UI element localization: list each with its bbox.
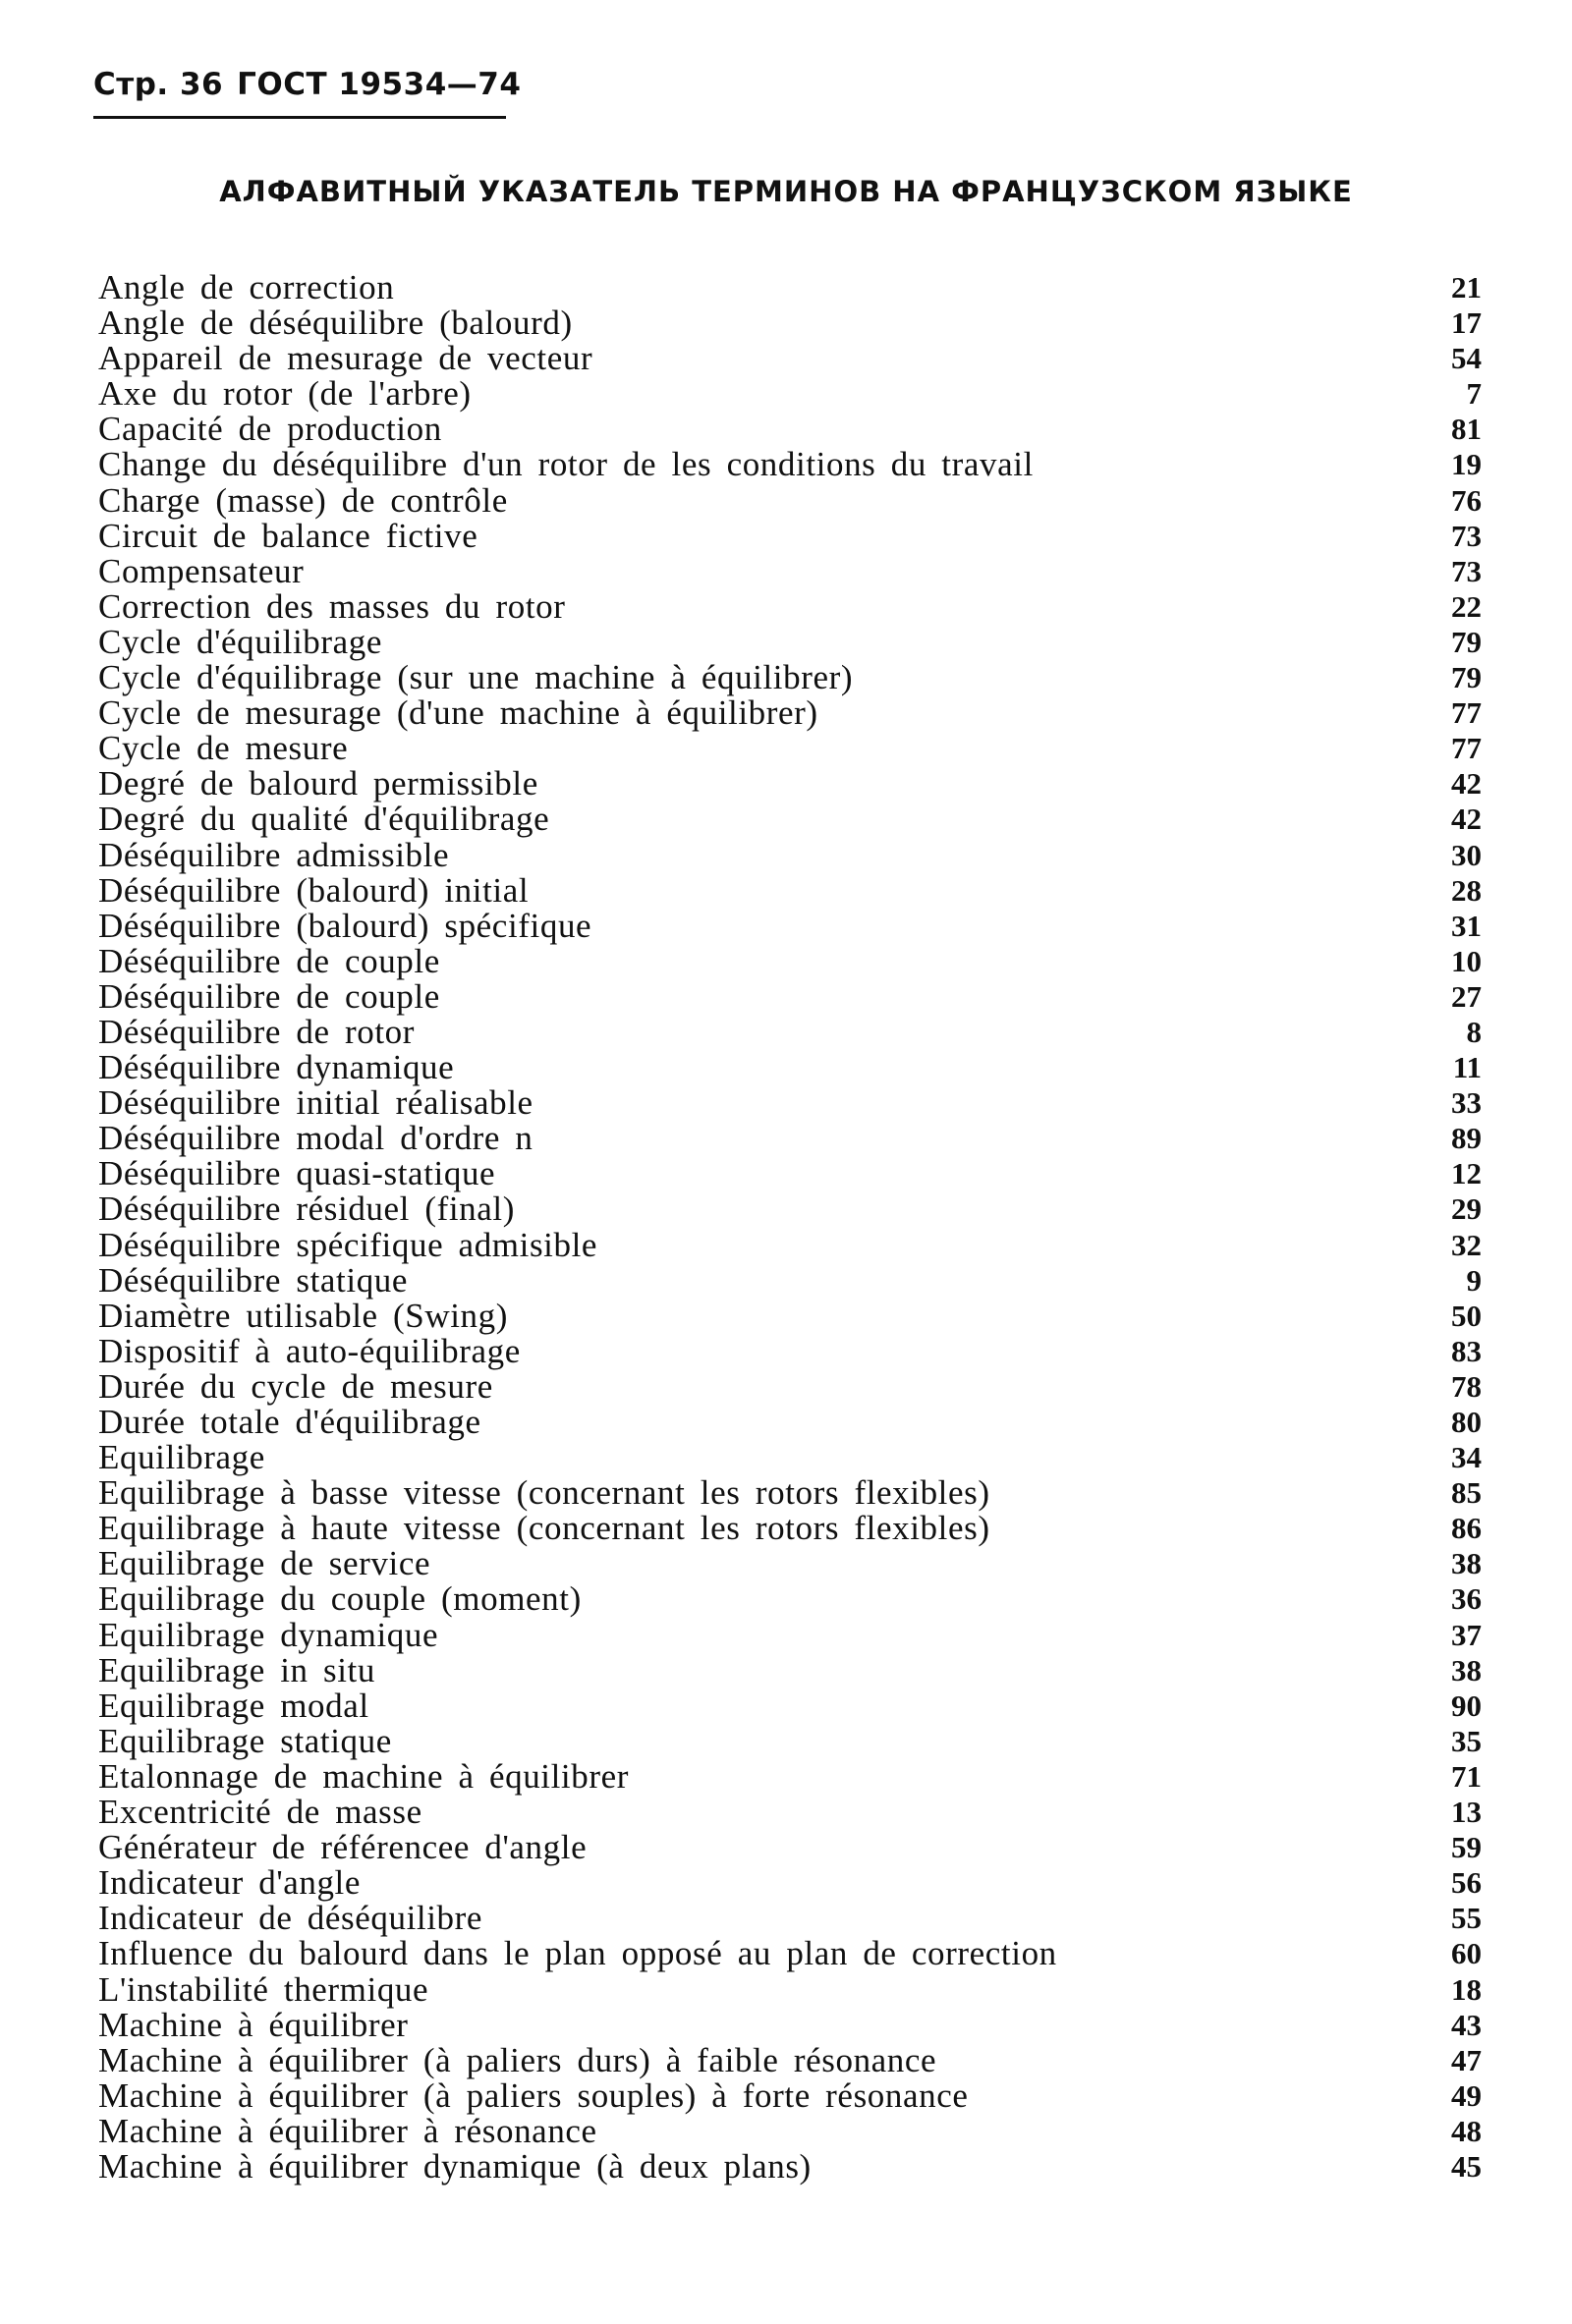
- entry-number: 7: [1466, 376, 1482, 412]
- page-number: Стр. 36: [93, 67, 224, 102]
- index-entries: [98, 270, 1482, 2185]
- entry-term: Equilibrage: [98, 1438, 265, 1477]
- index-title: АЛФАВИТНЫЙ УКАЗАТЕЛЬ ТЕРМИНОВ НА ФРАНЦУЗСКОМ ЯЗЫКЕ: [219, 175, 1353, 208]
- entry-term: Equilibrage in situ: [98, 1650, 375, 1689]
- entry-term: Angle de déséquilibre (balourd): [98, 304, 573, 343]
- index-entry: [98, 1191, 1482, 1227]
- index-entry: [98, 2146, 1482, 2186]
- header-rule: [93, 116, 506, 119]
- index-entry: [98, 1085, 1482, 1121]
- entry-term: Indicateur de déséquilibre: [98, 1899, 483, 1938]
- index-entry: [98, 1331, 1482, 1370]
- entry-term: Déséquilibre (balourd) spécifique: [98, 906, 592, 945]
- entry-term: Equilibrage statique: [98, 1721, 392, 1760]
- entry-term: L'instabilité thermique: [98, 1969, 429, 2009]
- entry-number: 28: [1451, 872, 1482, 908]
- entry-number: 27: [1451, 978, 1482, 1014]
- index-entry: [98, 2111, 1482, 2150]
- entry-number: 13: [1451, 1795, 1482, 1830]
- entry-term: Influence du balourd dans le plan opposé au plan de correction: [98, 1934, 1057, 1973]
- entry-number: 86: [1451, 1511, 1482, 1546]
- entry-term: Durée du cycle de mesure: [98, 1366, 493, 1406]
- index-entry: [98, 976, 1482, 1016]
- entry-term: Equilibrage dynamique: [98, 1615, 439, 1654]
- index-entry: [98, 1440, 1482, 1475]
- index-entry: [98, 1721, 1482, 1760]
- entry-number: 45: [1451, 2148, 1482, 2184]
- entry-number: 32: [1451, 1227, 1482, 1262]
- index-entry: [98, 586, 1482, 626]
- entry-term: Déséquilibre de couple: [98, 941, 440, 980]
- index-entry: [98, 906, 1482, 945]
- entry-number: 22: [1451, 588, 1482, 624]
- entry-number: 71: [1451, 1758, 1482, 1794]
- entry-number: 30: [1451, 837, 1482, 872]
- standard-code: ГОСТ 19534—74: [237, 67, 522, 102]
- entry-number: 34: [1451, 1440, 1482, 1475]
- entry-term: Déséquilibre de couple: [98, 976, 440, 1016]
- entry-number: 38: [1451, 1546, 1482, 1581]
- entry-term: Change du déséquilibre d'un rotor de les conditions du travail: [98, 445, 1034, 484]
- entry-term: Cycle de mesure: [98, 729, 349, 768]
- entry-number: 36: [1451, 1581, 1482, 1617]
- entry-term: Compensateur: [98, 551, 305, 590]
- index-entry: [98, 305, 1482, 341]
- entry-number: 29: [1451, 1191, 1482, 1227]
- entry-term: Equilibrage à haute vitesse (concernant les rotors flexibles): [98, 1509, 990, 1548]
- entry-term: Déséquilibre spécifique admisible: [98, 1225, 598, 1264]
- entry-term: Durée totale d'équilibrage: [98, 1403, 481, 1441]
- entry-term: Circuit de balance fictive: [98, 516, 478, 555]
- index-entry: [98, 1012, 1482, 1051]
- entry-number: 38: [1451, 1652, 1482, 1688]
- index-entry: [98, 695, 1482, 731]
- entry-number: 77: [1451, 731, 1482, 766]
- index-entry: [98, 376, 1482, 412]
- entry-term: Appareil de mesurage de vecteur: [98, 339, 593, 378]
- index-entry: [98, 802, 1482, 837]
- entry-number: 50: [1451, 1298, 1482, 1333]
- entry-number: 89: [1451, 1121, 1482, 1156]
- entry-term: Angle de correction: [98, 268, 395, 306]
- entry-number: 21: [1451, 270, 1482, 304]
- entry-number: 59: [1451, 1830, 1482, 1865]
- entry-number: 79: [1451, 624, 1482, 659]
- entry-number: 35: [1451, 1723, 1482, 1758]
- index-entry: [98, 1756, 1482, 1796]
- index-entry: [98, 941, 1482, 980]
- index-entry: [98, 766, 1482, 802]
- entry-number: 19: [1451, 447, 1482, 482]
- entry-number: 42: [1451, 766, 1482, 802]
- index-entry: [98, 1225, 1482, 1264]
- entry-term: Cycle d'équilibrage (sur une machine à équilibrer): [98, 658, 854, 697]
- entry-number: 78: [1451, 1368, 1482, 1404]
- entry-term: Axe du rotor (de l'arbre): [98, 374, 472, 414]
- index-entry: [98, 1546, 1482, 1581]
- index-entry: [98, 870, 1482, 910]
- entry-term: Correction des masses du rotor: [98, 586, 566, 626]
- index-entry: [98, 1650, 1482, 1689]
- entry-term: Degré du qualité d'équilibrage: [98, 800, 550, 839]
- index-entry: [98, 516, 1482, 555]
- entry-term: Etalonnage de machine à équilibrer: [98, 1756, 630, 1796]
- index-entry: [98, 1296, 1482, 1335]
- index-entry: [98, 1969, 1482, 2009]
- entry-number: 42: [1451, 802, 1482, 837]
- index-entry: [98, 1511, 1482, 1546]
- index-entry: [98, 1830, 1482, 1865]
- entry-term: Cycle de mesurage (d'une machine à équilibrer): [98, 693, 818, 733]
- entry-term: Machine à équilibrer (à paliers durs) à faible résonance: [98, 2040, 937, 2079]
- entry-term: Déséquilibre (balourd) initial: [98, 870, 530, 910]
- index-entry: [98, 412, 1482, 447]
- entry-number: 8: [1466, 1014, 1482, 1049]
- entry-number: 31: [1451, 908, 1482, 943]
- entry-term: Déséquilibre de rotor: [98, 1012, 415, 1051]
- entry-term: Machine à équilibrer (à paliers souples) à forte résonance: [98, 2075, 969, 2115]
- entry-term: Equilibrage du couple (moment): [98, 1579, 582, 1619]
- entry-number: 17: [1451, 305, 1482, 341]
- entry-term: Machine à équilibrer à résonance: [98, 2111, 597, 2150]
- entry-term: Déséquilibre modal d'ordre n: [98, 1119, 533, 1158]
- entry-term: Excentricité de masse: [98, 1793, 422, 1832]
- index-entry: [98, 1405, 1482, 1440]
- entry-number: 47: [1451, 2042, 1482, 2077]
- index-entry: [98, 1475, 1482, 1511]
- index-entry: [98, 341, 1482, 376]
- index-entry: [98, 1901, 1482, 1936]
- entry-number: 76: [1451, 482, 1482, 518]
- entry-number: 12: [1451, 1156, 1482, 1191]
- entry-number: 56: [1451, 1865, 1482, 1901]
- index-entry: [98, 1795, 1482, 1830]
- entry-number: 43: [1451, 2007, 1482, 2042]
- index-entry: [98, 731, 1482, 766]
- entry-number: 77: [1451, 695, 1482, 731]
- entry-number: 9: [1466, 1262, 1482, 1298]
- entry-number: 90: [1451, 1688, 1482, 1723]
- entry-number: 79: [1451, 660, 1482, 695]
- entry-term: Capacité de production: [98, 410, 442, 449]
- entry-number: 18: [1451, 1971, 1482, 2007]
- entry-number: 11: [1452, 1050, 1482, 1085]
- entry-term: Générateur de référencee d'angle: [98, 1828, 588, 1867]
- entry-number: 33: [1451, 1085, 1482, 1121]
- entry-term: Déséquilibre résiduel (final): [98, 1190, 515, 1229]
- entry-term: Machine à équilibrer: [98, 2005, 409, 2044]
- entry-term: Déséquilibre initial réalisable: [98, 1083, 533, 1123]
- entry-number: 80: [1451, 1405, 1482, 1439]
- index-entry: [98, 1865, 1482, 1901]
- entry-term: Indicateur d'angle: [98, 1863, 362, 1903]
- index-entry: [98, 2005, 1482, 2044]
- entry-term: Equilibrage à basse vitesse (concernant les rotors flexibles): [98, 1473, 990, 1513]
- entry-term: Equilibrage modal: [98, 1686, 369, 1725]
- entry-term: Déséquilibre quasi-statique: [98, 1154, 496, 1193]
- entry-number: 48: [1451, 2113, 1482, 2148]
- entry-term: Déséquilibre admissible: [98, 835, 450, 874]
- entry-term: Machine à équilibrer dynamique (à deux plans): [98, 2146, 812, 2186]
- entry-term: Déséquilibre dynamique: [98, 1048, 455, 1087]
- entry-number: 49: [1451, 2077, 1482, 2113]
- entry-term: Degré de balourd permissible: [98, 764, 538, 803]
- index-entry: [98, 1615, 1482, 1654]
- entry-number: 55: [1451, 1901, 1482, 1936]
- index-entry: [98, 622, 1482, 661]
- index-entry: [98, 660, 1482, 695]
- index-entry: [98, 1581, 1482, 1617]
- index-entry: [98, 1121, 1482, 1156]
- index-entry: [98, 1156, 1482, 1191]
- entry-number: 60: [1451, 1936, 1482, 1971]
- entry-number: 73: [1451, 553, 1482, 588]
- index-entry: [98, 2075, 1482, 2115]
- entry-number: 73: [1451, 518, 1482, 553]
- entry-term: Equilibrage de service: [98, 1544, 431, 1583]
- index-entry: [98, 1688, 1482, 1724]
- entry-number: 81: [1451, 412, 1482, 447]
- entry-term: Déséquilibre statique: [98, 1260, 409, 1300]
- entry-number: 10: [1451, 943, 1482, 978]
- entry-number: 54: [1451, 341, 1482, 376]
- index-entry: [98, 1936, 1482, 1971]
- index-entry: [98, 480, 1482, 520]
- index-entry: [98, 1050, 1482, 1085]
- index-entry: [98, 447, 1482, 482]
- index-entry: [98, 1260, 1482, 1300]
- index-entry: [98, 2040, 1482, 2079]
- entry-term: Diamètre utilisable (Swing): [98, 1296, 508, 1335]
- entry-number: 37: [1451, 1617, 1482, 1652]
- entry-number: 83: [1451, 1333, 1482, 1368]
- entry-number: 85: [1451, 1475, 1482, 1511]
- index-entry: [98, 1366, 1482, 1406]
- page-header: [93, 67, 534, 102]
- index-entry: [98, 835, 1482, 874]
- entry-term: Charge (masse) de contrôle: [98, 480, 508, 520]
- entry-term: Cycle d'équilibrage: [98, 622, 383, 661]
- index-entry: [98, 551, 1482, 590]
- entry-term: Dispositif à auto-équilibrage: [98, 1331, 521, 1370]
- index-entry: [98, 270, 1482, 305]
